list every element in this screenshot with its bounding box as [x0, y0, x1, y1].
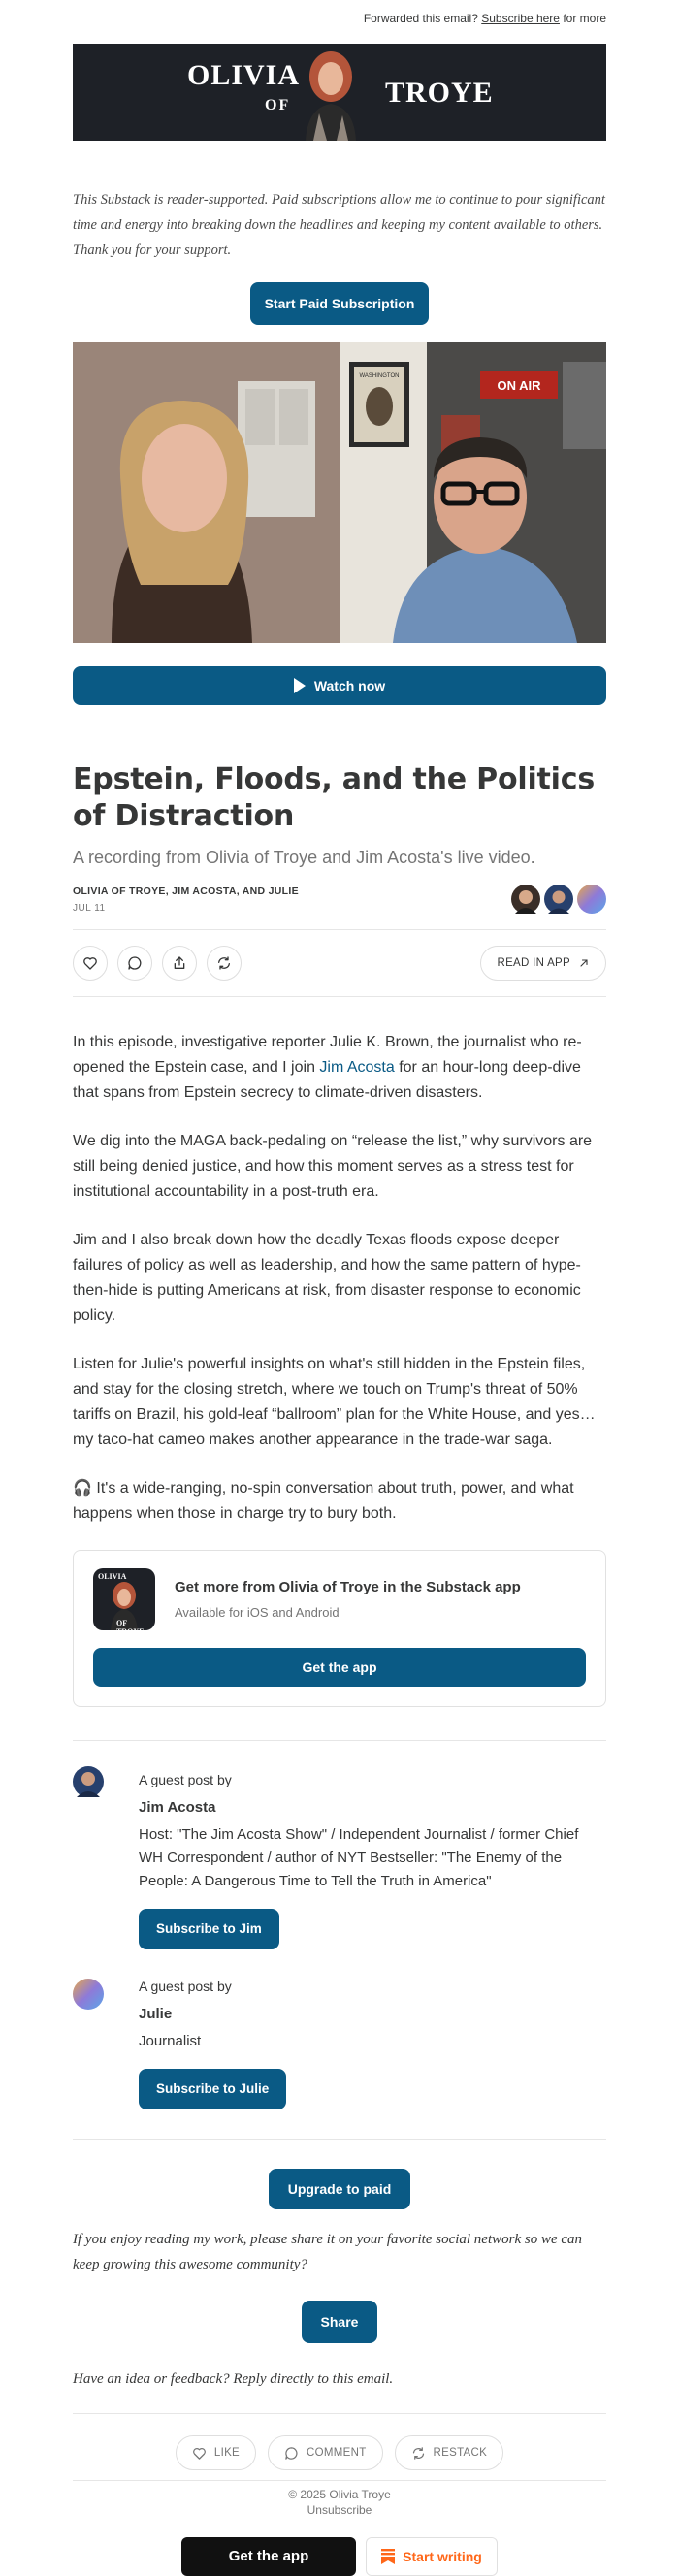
comment-icon [127, 955, 143, 971]
like-button[interactable] [73, 946, 108, 981]
post-title[interactable]: Epstein, Floods, and the Politics of Distraction [73, 762, 595, 833]
post-date: JUL 11 [73, 902, 106, 914]
read-in-app-button[interactable] [480, 946, 606, 981]
guest-name[interactable]: Julie [139, 2006, 173, 2022]
heart-icon [82, 955, 98, 971]
comment-icon [284, 2446, 299, 2461]
footer-restack-button[interactable] [395, 2435, 504, 2470]
substack-logo-icon [381, 2549, 395, 2564]
avatar-julie[interactable] [577, 885, 606, 914]
like-label: LIKE [213, 2447, 241, 2459]
copyright-text: © 2025 Olivia Troye [288, 2488, 391, 2501]
guest-avatar-julie[interactable] [73, 1979, 104, 2010]
divider [73, 1740, 606, 1741]
body-paragraph [73, 1476, 606, 1527]
guest-name[interactable]: Jim Acosta [139, 1799, 216, 1816]
post-body [73, 1030, 606, 1527]
footer-get-the-app-button[interactable]: Get the app [181, 2537, 356, 2576]
start-writing-button[interactable] [366, 2537, 498, 2576]
unsubscribe-link[interactable]: Unsubscribe [307, 2503, 372, 2517]
footer-like-button[interactable] [176, 2435, 256, 2470]
divider [73, 2413, 606, 2414]
get-the-app-button[interactable]: Get the app [93, 1648, 586, 1687]
restack-label: RESTACK [433, 2447, 488, 2459]
forward-notice [0, 0, 679, 29]
share-cta-button[interactable]: Share [302, 2301, 377, 2343]
share-icon [172, 955, 187, 971]
footer-cta-row [73, 2537, 606, 2576]
divider [73, 996, 606, 997]
publication-app-logo [93, 1568, 155, 1636]
subscribe-to-julie-button[interactable]: Subscribe to Julie [139, 2069, 286, 2109]
comment-button[interactable] [117, 946, 152, 981]
divider [73, 2480, 606, 2481]
jim-acosta-link[interactable]: Jim Acosta [319, 1059, 395, 1076]
restack-icon [216, 955, 232, 971]
subscribe-to-jim-button[interactable]: Subscribe to Jim [139, 1909, 279, 1949]
forward-text: Forwarded this email? [363, 12, 478, 25]
banner-portrait-image [298, 44, 364, 141]
start-writing-label: Start writing [403, 2549, 482, 2564]
substack-app-card [73, 1550, 606, 1707]
banner-word-olivia: OLIVIA [187, 59, 301, 91]
footer-actions [73, 2435, 606, 2470]
post-byline[interactable]: OLIVIA OF TROYE, JIM ACOSTA, AND JULIE [73, 885, 299, 897]
forward-suffix: for more [563, 12, 606, 25]
guest-description: Journalist [139, 2033, 202, 2049]
video-thumbnail[interactable] [73, 342, 606, 643]
avatar-jim[interactable] [544, 885, 573, 914]
guest-description: Host: "The Jim Acosta Show" / Independent Journalist / former Chief WH Correspondent / author of NYT Bestseller: "The Enemy of the People: A Dangerous Time to Tell the Truth in America" [139, 1826, 579, 1889]
body-text: In this episode, investigative reporter Julie K. Brown, the journalist who re-opened the Epstein case, and I join [73, 1034, 582, 1076]
subscribe-here-link[interactable]: Subscribe here [481, 12, 560, 25]
share-button[interactable] [162, 946, 197, 981]
arrow-up-right-icon [578, 957, 590, 969]
upgrade-to-paid-button[interactable]: Upgrade to paid [269, 2169, 410, 2209]
guest-jim [73, 1766, 606, 1949]
post-subtitle: A recording from Olivia of Troye and Jim Acosta's live video. [73, 848, 535, 867]
avatar-olivia[interactable] [511, 885, 540, 914]
guest-avatar-jim[interactable] [73, 1766, 104, 1797]
read-in-app-label: READ IN APP [497, 957, 570, 969]
watch-now-button[interactable] [73, 666, 606, 705]
heart-icon [192, 2446, 207, 2461]
comment-label: COMMENT [307, 2447, 367, 2459]
body-paragraph: Listen for Julie's powerful insights on what's still hidden in the Epstein files, and stay for the closing stretch, where we touch on Trump's threat of 50% tariffs on Brazil, his gold-leaf “ballroom” plan for the White House, and yes… my taco-hat cameo makes another appearance in the trade-war saga. [73, 1356, 596, 1448]
video-overlay-washington: WASHINGTON [359, 373, 400, 379]
video-frame-image [73, 342, 606, 643]
body-text: for an hour-long deep-dive that spans from Epstein secrecy to climate-driven disasters. [73, 1059, 581, 1101]
author-avatars [511, 885, 606, 914]
guest-label: A guest post by [139, 1772, 232, 1787]
publication-banner[interactable] [73, 44, 606, 141]
headphones-icon: 🎧 [73, 1480, 92, 1497]
banner-word-troye: TROYE [385, 77, 494, 109]
guest-julie [73, 1979, 606, 2109]
app-card-title: Get more from Olivia of Troye in the Substack app [175, 1579, 521, 1595]
watch-now-label: Watch now [313, 678, 386, 693]
banner-word-of: OF [265, 97, 291, 113]
app-logo-line2: OF TROYE [116, 1619, 145, 1636]
post-actions-bar [73, 930, 606, 996]
share-note: If you enjoy reading my work, please share it on your favorite social network so we can keep growing this awesome community? [73, 2232, 583, 2272]
guest-label: A guest post by [139, 1979, 232, 1994]
app-logo-line1: OLIVIA [98, 1572, 127, 1581]
body-paragraph: Jim and I also break down how the deadly Texas floods expose deeper failures of policy as well as leadership, and how the same pattern of hype-then-hide is putting Americans at risk, from disaster response to economic policy. [73, 1232, 581, 1324]
start-paid-subscription-button[interactable]: Start Paid Subscription [250, 282, 429, 325]
body-paragraph: We dig into the MAGA back-pedaling on “release the list,” why survivors are still being denied justice, and how this moment serves as a stress test for institutional accountability in a post-truth era. [73, 1133, 593, 1200]
restack-button[interactable] [207, 946, 242, 981]
video-overlay-on-air: ON AIR [497, 378, 541, 393]
body-text: It's a wide-ranging, no-spin conversation about truth, power, and what happens when those in charge try to bury both. [73, 1480, 574, 1522]
restack-icon [411, 2446, 426, 2461]
body-paragraph [73, 1030, 606, 1106]
play-icon [294, 678, 306, 693]
app-card-subtitle: Available for iOS and Android [175, 1605, 340, 1620]
footer-comment-button[interactable] [268, 2435, 383, 2470]
support-note: This Substack is reader-supported. Paid subscriptions allow me to continue to pour significant time and energy into breaking down the headlines and keeping my content available to others. Thank you for your support. [73, 192, 605, 258]
feedback-note: Have an idea or feedback? Reply directly to this email. [73, 2371, 394, 2387]
